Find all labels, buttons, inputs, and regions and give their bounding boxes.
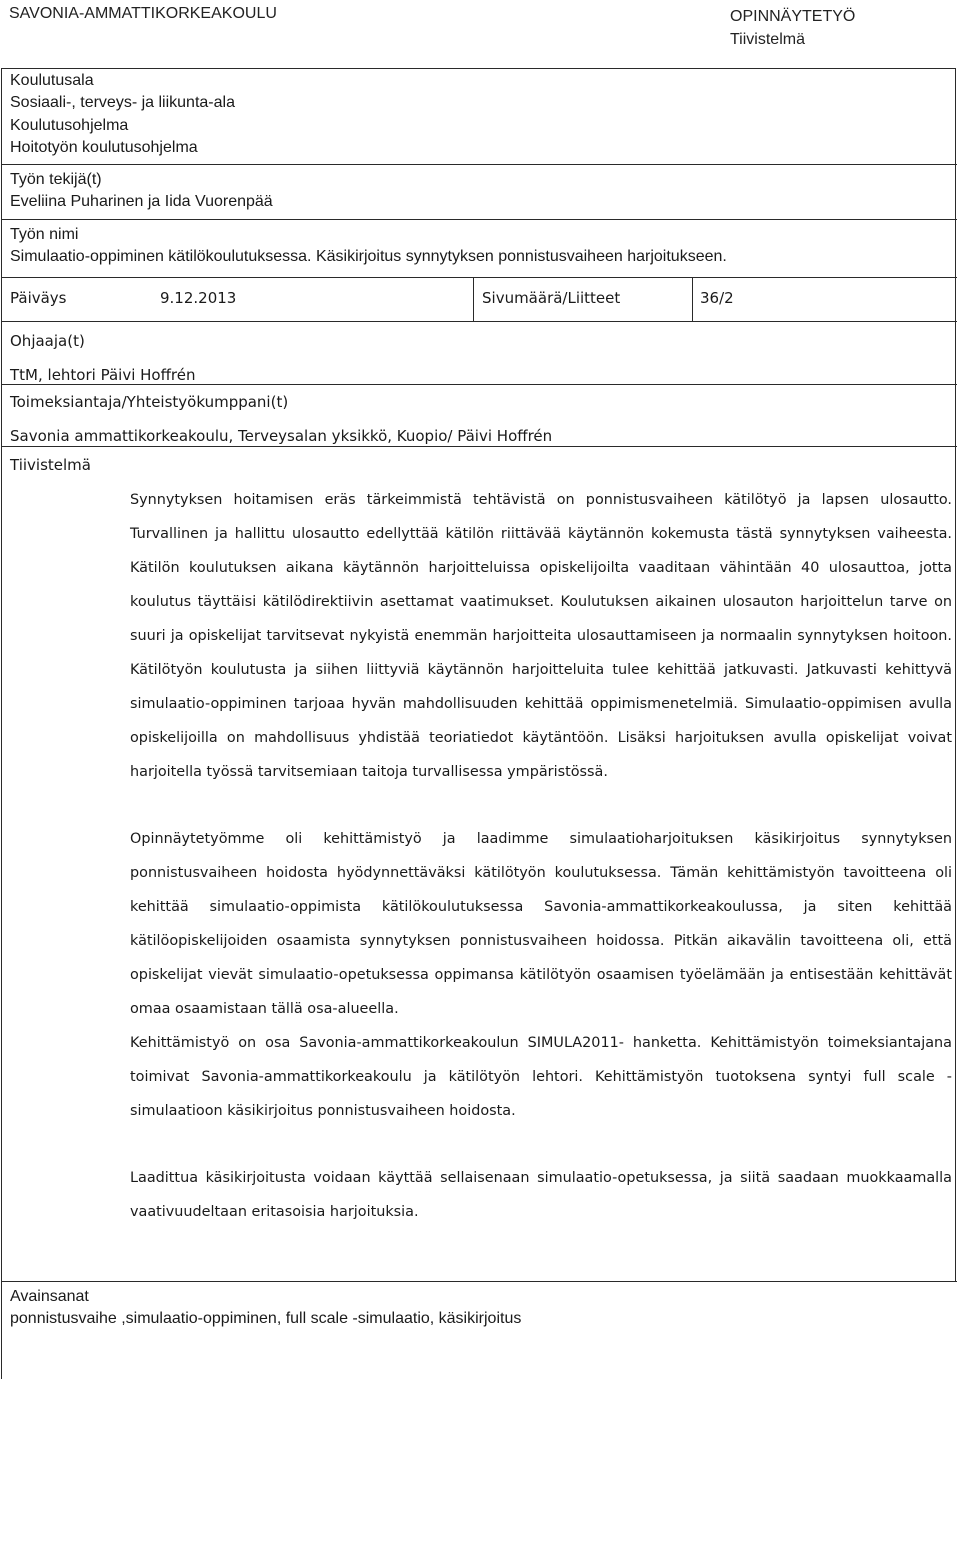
date-pages-row [2,277,957,321]
supervisor-value: TtM, lehtori Päivi Hoffrén [10,366,196,384]
abstract-paragraph-2: Opinnäytetyömme oli kehittämistyö ja laadimme simulaatioharjoituksen käsikirjoitus synnytyksen ponnistusvaiheen hoidosta hyödynnettäväksi kätilötyön koulutuksessa. Tämän kehittämistyön tavoitteena oli kehittää simulaatio-oppimista kätilökoulutuksessa Savonia-ammattikorkeakoulussa, ja siten kehittää kätilöopiskelijoiden osaamista synnytyksen ponnistusvaiheen hoidossa. Pitkän aikavälin tavoitteena oli, että opiskelijat vievät simulaatio-opetuksessa oppimansa kätilötyön osaamisen työelämään ja entisestään kehittävät omaa osaamistaan tällä osa-alueella. [130,831,952,1017]
abstract-label: Tiivistelmä [10,456,91,474]
authors [2,164,957,213]
keywords-value: ponnistusvaihe ,simulaatio-oppiminen, full scale -simulaatio, käsikirjoitus [10,1310,522,1327]
commissioner-label: Toimeksiantaja/Yhteistyökumppani(t) [10,393,289,411]
supervisor [2,321,957,392]
abstract-paragraph-3: Kehittämistyö on osa Savonia-ammattikorkeakoulun SIMULA2011- hanketta. Kehittämistyön toimeksiantajana toimivat Savonia-ammattikorkeakoulu ja kätilötyön lehtori. Kehittämistyön tuotoksena syntyi full scale -simulaatioon käsikirjoitus ponnistusvaiheen hoidosta. [130,1035,952,1119]
thesis-title-value: Simulaatio-oppiminen kätilökoulutuksessa. Käsikirjoitus synnytyksen ponnistusvaiheen harjoitukseen. [10,248,727,265]
institution-name: SAVONIA-AMMATTIKORKEAKOULU [9,5,277,22]
document-type [730,5,855,51]
authors-value: Eveliina Puharinen ja Iida Vuorenpää [10,193,273,210]
pages-value: 36/2 [700,289,734,307]
date-divider [473,277,474,321]
abstract-form [1,68,956,1379]
document-type-title: OPINNÄYTETYÖ [730,8,856,25]
abstract-text [130,483,952,1229]
keywords-label: Avainsanat [10,1288,89,1305]
field-of-study [2,70,957,114]
degree-programme-label: Koulutusohjelma [10,117,129,134]
abstract-paragraph-4: Laadittua käsikirjoitusta voidaan käyttää sellaisenaan simulaatio-opetuksessa, ja siitä saadaan muokkaamalla vaativuudeltaan eritasoisia harjoituksia. [130,1170,952,1220]
date-value: 9.12.2013 [160,289,237,307]
thesis-title-label: Työn nimi [10,226,79,243]
supervisor-label: Ohjaaja(t) [10,332,85,350]
field-of-study-label: Koulutusala [10,72,94,89]
pages-label: Sivumäärä/Liitteet [482,289,621,307]
authors-label: Työn tekijä(t) [10,171,102,188]
field-of-study-value: Sosiaali-, terveys- ja liikunta-ala [10,94,235,111]
abstract-paragraph-1: Synnytyksen hoitamisen eräs tärkeimmistä tehtävistä on ponnistusvaiheen kätilötyö ja lapsen ulosautto. Turvallinen ja hallittu ulosautto edellyttää kätilön riittävää käytännön kokemusta tästä synnytyksen vaiheesta. Kätilön koulutuksen aikana käytännön harjoitteluissa opiskelijoilta vaaditaan vähintään 40 ulosauttoa, jotta koulutus täyttäisi kätilödirektiivin asettamat vaatimukset. Koulutuksen aikainen ulosauton harjoittelun tarve on suuri ja opiskelijat tarvitsevat nykyistä enemmän harjoitteita ulosauttamiseen ja normaalin synnytyksen hoitoon. Kätilötyön koulutusta ja siihen liittyviä käytännön harjoitteluita tulee kehittää jatkuvasti. Jatkuvasti kehittyvä simulaatio-oppiminen tarjoaa hyvän mahdollisuuden kehittää oppimismenetelmiä. Simulaatio-oppimisen avulla opiskelijoilla on mahdollisuus yhdistää teoriatiedot käytäntöön. Lisäksi harjoituksen avulla opiskelijat voivat harjoitella työssä tarvitsemiaan taitoja turvallisessa ympäristössä. [130,492,952,780]
document-type-subtitle: Tiivistelmä [730,31,805,48]
date-label: Päiväys [10,289,67,307]
page-header [0,0,960,56]
thesis-title [2,219,957,268]
degree-programme-value: Hoitotyön koulutusohjelma [10,139,198,156]
commissioner-value: Savonia ammattikorkeakoulu, Terveysalan yksikkö, Kuopio/ Päivi Hoffrén [10,427,553,445]
keywords [2,1281,957,1380]
degree-programme [2,115,957,159]
commissioner [2,384,957,453]
pages-divider [692,277,693,321]
